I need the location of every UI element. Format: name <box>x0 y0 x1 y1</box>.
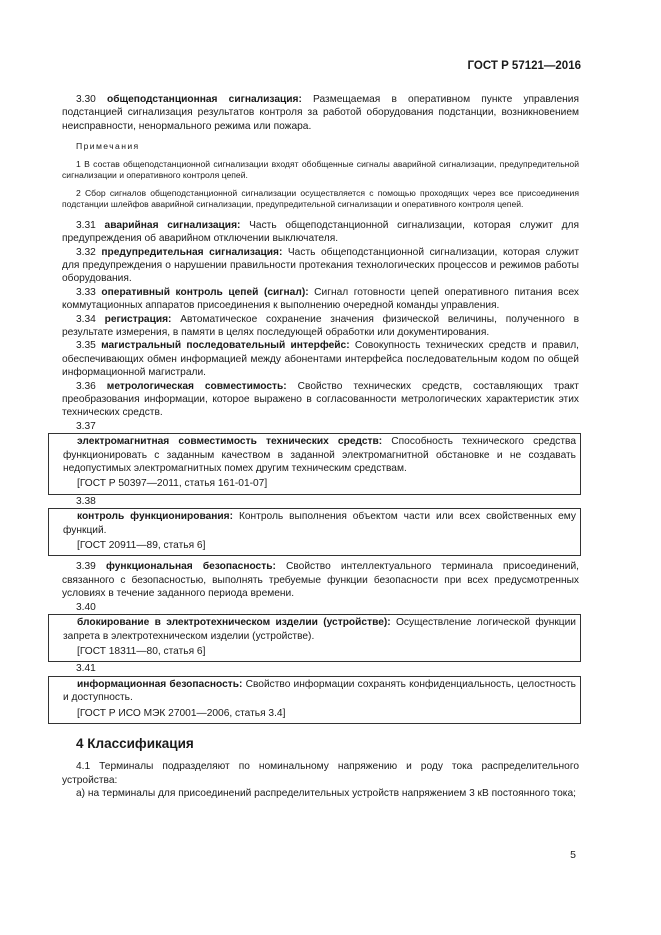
term-3-41-number: 3.41 <box>76 663 96 675</box>
term-3-31: 3.31 аварийная сигнализация: Часть общеподстанционной сигнализации, которая служит для предупреждения об аварийном отключении выключателя. <box>62 219 579 245</box>
page-number: 5 <box>570 849 576 861</box>
term-3-41-box <box>48 676 581 724</box>
term-3-38-box <box>48 508 581 556</box>
term-3-34: 3.34 регистрация: Автоматическое сохранение значения физической величины, полученного в результате измерения, в памяти в целях последующей обработки или документирования. <box>62 313 579 338</box>
term-3-40-number: 3.40 <box>76 601 96 613</box>
page-content <box>62 93 579 801</box>
term-3-36: 3.36 метрологическая совместимость: Свойство технических средств, составляющих тракт преобразования информации, которое выражено в согласованности метрологических характеристик этих технических средств. <box>62 380 579 419</box>
term-3-40-reference: [ГОСТ 18311—80, статья 6] <box>77 645 206 657</box>
term-3-30: 3.30 общеподстанционная сигнализация: Размещаемая в оперативном пункте управления подстанцией сигнализация результатов контроля за работой оборудования подстанции, возникновением неисправности, ненормального режима или пожара. <box>62 94 580 132</box>
term-3-32: 3.32 предупредительная сигнализация: Часть общеподстанционной сигнализации, которая служит для предупреждения о нарушении правильности протекания технологических процессов и режимов работы оборудования. <box>62 246 579 285</box>
term-3-37-definition: электромагнитная совместимость технических средств: Способность технического средства функционировать с заданным качеством в заданной электромагнитной обстановке и не создавать недопустимых электромагнитных помех другим техническим средствам. <box>63 436 576 475</box>
term-3-38-definition: контроль функционирования: Контроль выполнения объектом части или всех свойственных ему функций. <box>63 511 576 536</box>
term-3-39: 3.39 функциональная безопасность: Свойство интеллектуального терминала присоединений, связанного с безопасностью, выполнять требуемые функции безопасности при всех предусмотренных условиях в течение заданного периода времени. <box>62 561 579 600</box>
term-3-37-box <box>48 433 581 495</box>
term-3-38-reference: [ГОСТ 20911—89, статья 6] <box>77 540 206 552</box>
term-3-41-reference: [ГОСТ Р ИСО МЭК 27001—2006, статья 3.4] <box>77 707 286 719</box>
note-1: 1 В состав общеподстанционной сигнализации входят обобщенные сигналы аварийной сигнализации, предупредительной сигнализации и оперативного контроля цепей. <box>62 158 579 181</box>
clause-4-1-a: а) на терминалы для присоединений распределительных устройств напряжением 3 кВ постоянного тока; <box>76 788 576 800</box>
note-2: 2 Сбор сигналов общеподстанционной сигнализации осуществляется с помощью проходящих через все присоединения подстанции шлейфов аварийной сигнализации, предупредительной сигнализации и оперативного контроля цепей. <box>62 187 579 210</box>
notes-title: Примечания <box>76 141 140 152</box>
term-3-37-number: 3.37 <box>76 420 96 432</box>
term-3-38-number: 3.38 <box>76 495 96 507</box>
term-3-40-box <box>48 614 581 662</box>
section-4-heading: 4 Классификация <box>76 735 194 751</box>
term-3-40-definition: блокирование в электротехническом изделии (устройстве): Осуществление логической функции запрета в электротехническом изделии (устройстве). <box>63 617 576 642</box>
term-3-41-definition: информационная безопасность: Свойство информации сохранять конфиденциальность, целостность и доступность. <box>63 678 576 704</box>
document-header: ГОСТ Р 57121—2016 <box>467 60 581 72</box>
term-3-33: 3.33 оперативный контроль цепей (сигнал): Сигнал готовности цепей оперативного питания всех коммутационных аппаратов присоединения к выполнению очередной команды управления. <box>62 286 579 312</box>
clause-4-1: 4.1 Терминалы подразделяют по номинальному напряжению и роду тока распределительного устройства: <box>62 761 579 786</box>
term-3-35: 3.35 магистральный последовательный интерфейс: Совокупность технических средств и правил, обеспечивающих обмен информацией между абонентами интерфейса последовательным кодом по общей информационной магистрали. <box>62 340 579 379</box>
term-3-37-reference: [ГОСТ Р 50397—2011, статья 161-01-07] <box>77 478 268 490</box>
